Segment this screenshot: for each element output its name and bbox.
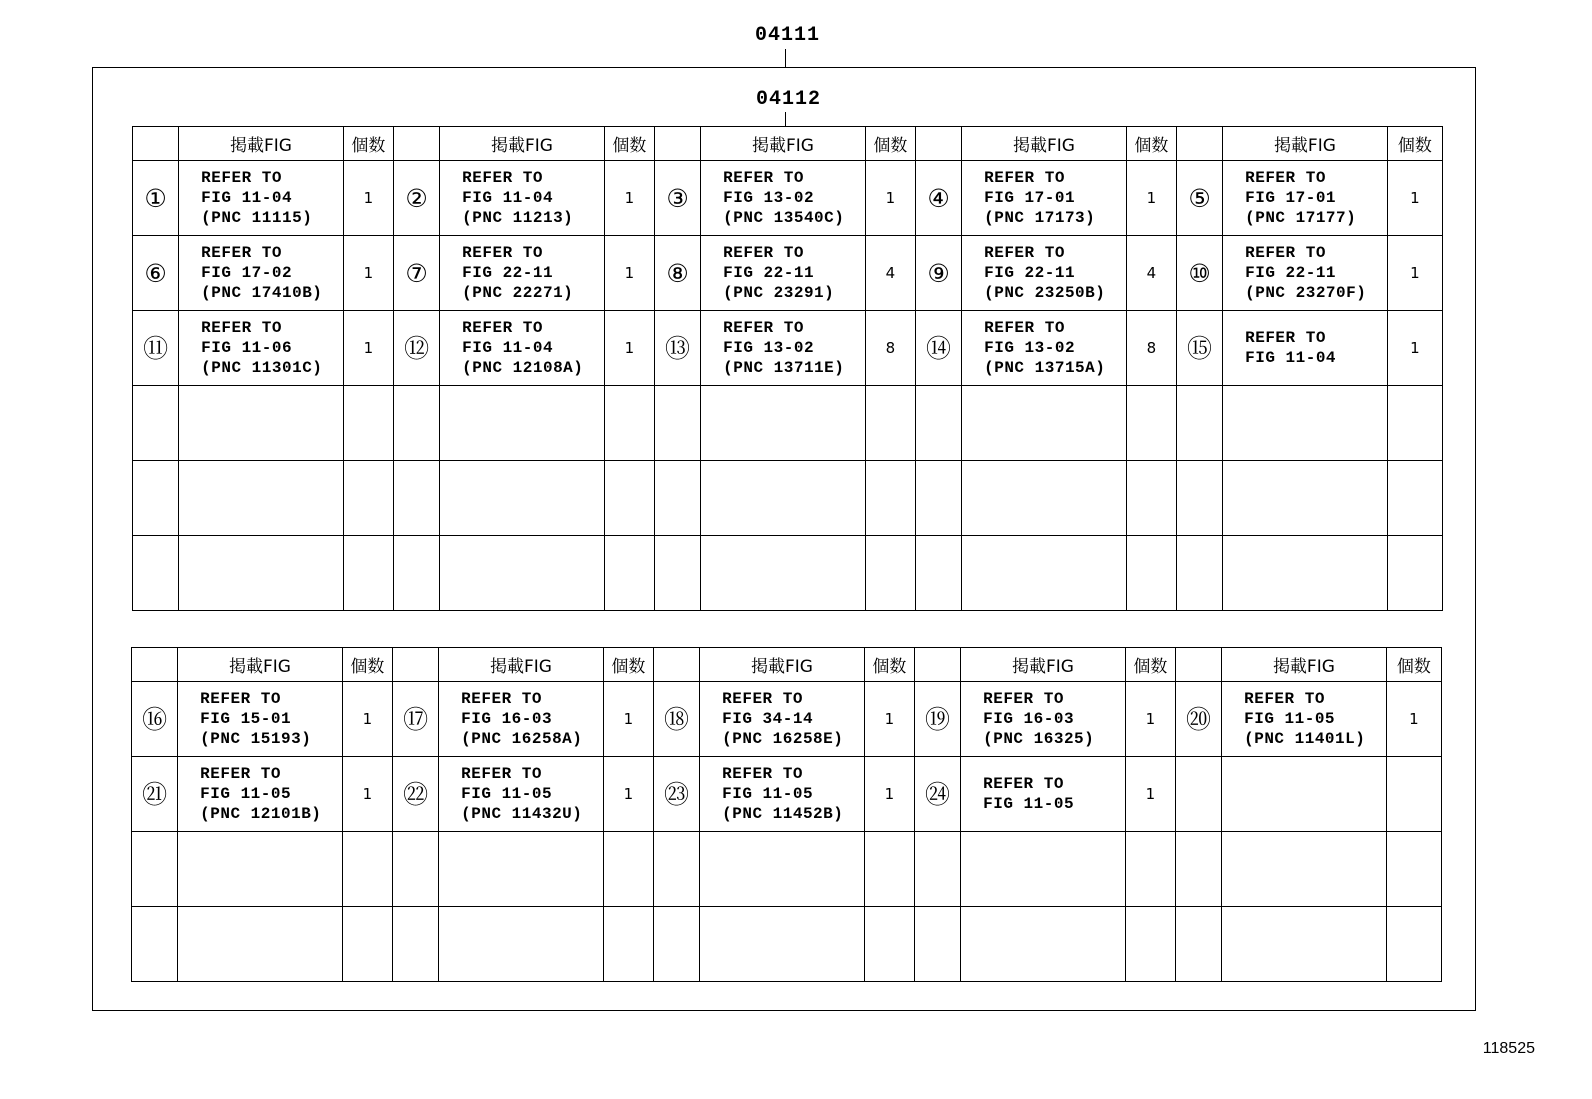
fig-number: FIG 17-02 [201, 264, 293, 282]
quantity-cell: 1 [1386, 682, 1441, 757]
fig-reference-cell [179, 536, 344, 611]
fig-reference-cell [179, 461, 344, 536]
header-fig: 掲載FIG [1222, 648, 1387, 682]
header-qty: 個数 [342, 648, 392, 682]
item-number-badge: ① [144, 183, 167, 213]
item-number-badge: ⑫ [404, 333, 430, 363]
item-number-cell [133, 311, 179, 386]
fig-number: FIG 16-03 [983, 710, 1075, 728]
item-number-cell [392, 757, 438, 832]
fig-number: FIG 16-03 [461, 710, 553, 728]
item-number-cell [1176, 461, 1222, 536]
quantity-cell [1126, 461, 1176, 536]
fig-reference-cell [1223, 461, 1388, 536]
item-number-badge: ㉑ [142, 779, 168, 809]
header-fig: 掲載FIG [440, 127, 605, 161]
fig-number: FIG 11-04 [462, 189, 554, 207]
item-number-cell [1175, 832, 1221, 907]
item-number-cell [654, 236, 700, 311]
quantity-cell: 1 [343, 161, 393, 236]
fig-reference-cell [962, 536, 1127, 611]
quantity-cell [1387, 386, 1442, 461]
item-number-cell [654, 536, 700, 611]
header-qty: 個数 [1125, 648, 1175, 682]
quantity-cell: 8 [865, 311, 915, 386]
fig-number: FIG 22-11 [1245, 264, 1337, 282]
item-number-cell [915, 236, 961, 311]
fig-reference-cell [440, 236, 605, 311]
label-04112: 04112 [756, 88, 822, 111]
fig-reference-cell [179, 161, 344, 236]
fig-reference-cell [178, 907, 343, 982]
fig-reference-cell [962, 236, 1127, 311]
pnc-reference: (PNC 16325) [983, 730, 1095, 748]
fig-number: FIG 11-05 [1244, 710, 1336, 728]
fig-reference-cell [962, 386, 1127, 461]
item-number-cell [133, 386, 179, 461]
refer-to-text: REFER TO [984, 244, 1065, 262]
quantity-cell: 1 [342, 757, 392, 832]
quantity-cell [343, 536, 393, 611]
parts-table-lower [131, 647, 1442, 982]
header-qty: 個数 [864, 648, 914, 682]
quantity-cell [1387, 461, 1442, 536]
refer-to-text: REFER TO [723, 319, 804, 337]
header-num-cell [1175, 648, 1221, 682]
quantity-cell: 1 [1125, 682, 1175, 757]
refer-to-text: REFER TO [722, 690, 803, 708]
fig-reference-cell [178, 682, 343, 757]
item-number-badge: ⑤ [1188, 183, 1211, 213]
pnc-reference: (PNC 13711E) [723, 359, 845, 377]
header-num-cell [392, 648, 438, 682]
quantity-cell: 1 [603, 682, 653, 757]
fig-reference-cell [179, 386, 344, 461]
item-number-cell [654, 386, 700, 461]
quantity-cell: 1 [1125, 757, 1175, 832]
item-number-cell [654, 311, 700, 386]
header-fig: 掲載FIG [1223, 127, 1388, 161]
quantity-cell: 1 [864, 682, 914, 757]
fig-number: FIG 11-05 [461, 785, 553, 803]
item-number-cell [132, 682, 178, 757]
pnc-reference: (PNC 12108A) [462, 359, 584, 377]
refer-to-text: REFER TO [201, 244, 282, 262]
item-number-badge: ⑭ [926, 333, 952, 363]
header-fig: 掲載FIG [178, 648, 343, 682]
item-number-cell [393, 461, 439, 536]
table-row [132, 907, 1442, 982]
fig-reference-cell [440, 536, 605, 611]
fig-number: FIG 22-11 [462, 264, 554, 282]
quantity-cell [604, 386, 654, 461]
quantity-cell: 1 [603, 757, 653, 832]
pnc-reference: (PNC 11115) [201, 209, 313, 227]
fig-reference-cell [961, 907, 1126, 982]
header-fig: 掲載FIG [179, 127, 344, 161]
fig-number: FIG 17-01 [984, 189, 1076, 207]
fig-number: FIG 34-14 [722, 710, 814, 728]
quantity-cell [865, 536, 915, 611]
fig-reference-cell [701, 236, 866, 311]
item-number-badge: ⑮ [1187, 333, 1213, 363]
fig-number: FIG 11-05 [722, 785, 814, 803]
fig-number: FIG 11-05 [200, 785, 292, 803]
quantity-cell [1125, 907, 1175, 982]
fig-reference-cell [701, 161, 866, 236]
fig-reference-cell [700, 757, 865, 832]
fig-number: FIG 17-01 [1245, 189, 1337, 207]
item-number-badge: ⑦ [405, 258, 428, 288]
item-number-cell [132, 757, 178, 832]
table-row [133, 311, 1443, 386]
item-number-badge: ⑳ [1186, 704, 1212, 734]
quantity-cell: 1 [1387, 161, 1442, 236]
fig-reference-cell [1223, 236, 1388, 311]
refer-to-text: REFER TO [461, 765, 542, 783]
fig-reference-cell [962, 461, 1127, 536]
fig-reference-cell [439, 832, 604, 907]
item-number-cell [392, 907, 438, 982]
quantity-cell: 4 [1126, 236, 1176, 311]
leader-line-inner [785, 112, 786, 126]
fig-reference-cell [1222, 907, 1387, 982]
pnc-reference: (PNC 16258E) [722, 730, 844, 748]
table-row [133, 461, 1443, 536]
item-number-cell [915, 536, 961, 611]
fig-reference-cell [178, 832, 343, 907]
item-number-badge: ⑪ [143, 333, 169, 363]
item-number-cell [914, 757, 960, 832]
pnc-reference: (PNC 13715A) [984, 359, 1106, 377]
fig-reference-cell [178, 757, 343, 832]
item-number-cell [654, 161, 700, 236]
refer-to-text: REFER TO [1245, 169, 1326, 187]
pnc-reference: (PNC 15193) [200, 730, 312, 748]
fig-number: FIG 15-01 [200, 710, 292, 728]
item-number-cell [915, 311, 961, 386]
fig-reference-cell [440, 161, 605, 236]
pnc-reference: (PNC 16258A) [461, 730, 583, 748]
quantity-cell [864, 907, 914, 982]
refer-to-text: REFER TO [462, 319, 543, 337]
refer-to-text: REFER TO [201, 169, 282, 187]
fig-reference-cell [961, 757, 1126, 832]
quantity-cell [603, 832, 653, 907]
quantity-cell [603, 907, 653, 982]
pnc-reference: (PNC 12101B) [200, 805, 322, 823]
quantity-cell: 1 [1126, 161, 1176, 236]
header-num-cell [654, 127, 700, 161]
refer-to-text: REFER TO [1245, 244, 1326, 262]
item-number-cell [393, 236, 439, 311]
refer-to-text: REFER TO [722, 765, 803, 783]
item-number-cell [654, 461, 700, 536]
item-number-cell [133, 236, 179, 311]
header-qty: 個数 [1126, 127, 1176, 161]
item-number-cell [915, 161, 961, 236]
fig-reference-cell [700, 832, 865, 907]
pnc-reference: (PNC 23291) [723, 284, 835, 302]
pnc-reference: (PNC 17410B) [201, 284, 323, 302]
fig-reference-cell [1222, 757, 1387, 832]
quantity-cell [604, 536, 654, 611]
item-number-cell [1176, 236, 1222, 311]
quantity-cell [1386, 907, 1441, 982]
refer-to-text: REFER TO [201, 319, 282, 337]
table-row [132, 757, 1442, 832]
item-number-cell [915, 386, 961, 461]
fig-reference-cell [701, 311, 866, 386]
quantity-cell: 1 [604, 236, 654, 311]
item-number-badge: ⑬ [665, 333, 691, 363]
fig-number: FIG 11-05 [983, 795, 1075, 813]
fig-number: FIG 11-04 [201, 189, 293, 207]
pnc-reference: (PNC 17177) [1245, 209, 1357, 227]
pnc-reference: (PNC 11213) [462, 209, 574, 227]
header-num-cell [915, 127, 961, 161]
quantity-cell: 1 [342, 682, 392, 757]
refer-to-text: REFER TO [200, 765, 281, 783]
table-row [132, 832, 1442, 907]
refer-to-text: REFER TO [984, 319, 1065, 337]
quantity-cell [342, 832, 392, 907]
fig-reference-cell [1222, 682, 1387, 757]
fig-reference-cell [439, 757, 604, 832]
quantity-cell: 1 [604, 161, 654, 236]
item-number-cell [653, 682, 699, 757]
fig-reference-cell [962, 311, 1127, 386]
item-number-cell [1176, 386, 1222, 461]
item-number-cell [392, 832, 438, 907]
item-number-badge: ⑥ [144, 258, 167, 288]
fig-number: FIG 13-02 [723, 189, 815, 207]
quantity-cell [864, 832, 914, 907]
header-qty: 個数 [865, 127, 915, 161]
item-number-cell [1175, 682, 1221, 757]
quantity-cell: 1 [1387, 311, 1442, 386]
quantity-cell: 1 [865, 161, 915, 236]
item-number-cell [133, 536, 179, 611]
header-fig: 掲載FIG [439, 648, 604, 682]
header-qty: 個数 [1386, 648, 1441, 682]
refer-to-text: REFER TO [461, 690, 542, 708]
quantity-cell [1126, 386, 1176, 461]
refer-to-text: REFER TO [200, 690, 281, 708]
quantity-cell: 4 [865, 236, 915, 311]
item-number-badge: ㉓ [664, 779, 690, 809]
item-number-cell [914, 832, 960, 907]
header-num-cell [914, 648, 960, 682]
refer-to-text: REFER TO [462, 169, 543, 187]
fig-reference-cell [961, 682, 1126, 757]
fig-reference-cell [439, 682, 604, 757]
refer-to-text: REFER TO [984, 169, 1065, 187]
item-number-badge: ㉔ [925, 779, 951, 809]
item-number-cell [1175, 757, 1221, 832]
fig-number: FIG 22-11 [723, 264, 815, 282]
fig-reference-cell [1223, 161, 1388, 236]
item-number-badge: ⑨ [927, 258, 950, 288]
item-number-cell [1176, 161, 1222, 236]
header-qty: 個数 [604, 127, 654, 161]
quantity-cell [604, 461, 654, 536]
pnc-reference: (PNC 13540C) [723, 209, 845, 227]
quantity-cell [1125, 832, 1175, 907]
label-04111: 04111 [755, 24, 821, 47]
table-row [133, 536, 1443, 611]
item-number-cell [132, 907, 178, 982]
item-number-badge: ⑩ [1188, 258, 1211, 288]
refer-to-text: REFER TO [983, 775, 1064, 793]
item-number-badge: ⑲ [925, 704, 951, 734]
fig-reference-cell [701, 386, 866, 461]
fig-number: FIG 13-02 [984, 339, 1076, 357]
item-number-badge: ③ [666, 183, 689, 213]
quantity-cell [343, 386, 393, 461]
fig-reference-cell [701, 536, 866, 611]
header-fig: 掲載FIG [701, 127, 866, 161]
header-num-cell [133, 127, 179, 161]
pnc-reference: (PNC 11301C) [201, 359, 323, 377]
header-qty: 個数 [1387, 127, 1442, 161]
item-number-cell [393, 536, 439, 611]
item-number-cell [914, 907, 960, 982]
fig-number: FIG 11-06 [201, 339, 293, 357]
quantity-cell [342, 907, 392, 982]
item-number-cell [1176, 311, 1222, 386]
fig-reference-cell [440, 386, 605, 461]
fig-reference-cell [440, 311, 605, 386]
fig-reference-cell [700, 907, 865, 982]
fig-reference-cell [439, 907, 604, 982]
item-number-badge: ④ [927, 183, 950, 213]
table-row [133, 161, 1443, 236]
pnc-reference: (PNC 23270F) [1245, 284, 1367, 302]
refer-to-text: REFER TO [1245, 329, 1326, 347]
figure-id: 118525 [1482, 1040, 1535, 1057]
refer-to-text: REFER TO [723, 169, 804, 187]
fig-reference-cell [962, 161, 1127, 236]
pnc-reference: (PNC 11432U) [461, 805, 583, 823]
fig-number: FIG 11-04 [1245, 349, 1337, 367]
pnc-reference: (PNC 11452B) [722, 805, 844, 823]
parts-table-upper [132, 126, 1443, 611]
item-number-badge: ⑱ [664, 704, 690, 734]
pnc-reference: (PNC 11401L) [1244, 730, 1366, 748]
item-number-cell [915, 461, 961, 536]
fig-reference-cell [1223, 536, 1388, 611]
header-num-cell [132, 648, 178, 682]
quantity-cell [1386, 832, 1441, 907]
refer-to-text: REFER TO [462, 244, 543, 262]
header-fig: 掲載FIG [961, 648, 1126, 682]
fig-number: FIG 11-04 [462, 339, 554, 357]
quantity-cell [1387, 536, 1442, 611]
quantity-cell [865, 386, 915, 461]
leader-line-outer [785, 49, 786, 67]
item-number-cell [653, 757, 699, 832]
quantity-cell [1386, 757, 1441, 832]
table-row [133, 236, 1443, 311]
fig-number: FIG 13-02 [723, 339, 815, 357]
fig-reference-cell [440, 461, 605, 536]
item-number-cell [393, 386, 439, 461]
quantity-cell [343, 461, 393, 536]
quantity-cell [865, 461, 915, 536]
quantity-cell: 1 [343, 236, 393, 311]
fig-reference-cell [701, 461, 866, 536]
item-number-cell [133, 461, 179, 536]
item-number-cell [392, 682, 438, 757]
item-number-cell [1176, 536, 1222, 611]
refer-to-text: REFER TO [1244, 690, 1325, 708]
refer-to-text: REFER TO [983, 690, 1064, 708]
fig-reference-cell [961, 832, 1126, 907]
fig-reference-cell [1223, 311, 1388, 386]
item-number-badge: ⑰ [403, 704, 429, 734]
item-number-cell [133, 161, 179, 236]
pnc-reference: (PNC 22271) [462, 284, 574, 302]
item-number-badge: ㉒ [403, 779, 429, 809]
table-row [133, 386, 1443, 461]
item-number-cell [914, 682, 960, 757]
header-qty: 個数 [343, 127, 393, 161]
item-number-badge: ⑧ [666, 258, 689, 288]
quantity-cell [1126, 536, 1176, 611]
fig-number: FIG 22-11 [984, 264, 1076, 282]
table-row [132, 682, 1442, 757]
fig-reference-cell [179, 236, 344, 311]
fig-reference-cell [1223, 386, 1388, 461]
item-number-badge: ② [405, 183, 428, 213]
pnc-reference: (PNC 17173) [984, 209, 1096, 227]
header-num-cell [393, 127, 439, 161]
fig-reference-cell [179, 311, 344, 386]
quantity-cell: 1 [604, 311, 654, 386]
quantity-cell: 1 [1387, 236, 1442, 311]
item-number-cell [393, 311, 439, 386]
item-number-cell [132, 832, 178, 907]
refer-to-text: REFER TO [723, 244, 804, 262]
quantity-cell: 1 [864, 757, 914, 832]
header-num-cell [1176, 127, 1222, 161]
header-qty: 個数 [603, 648, 653, 682]
fig-reference-cell [700, 682, 865, 757]
pnc-reference: (PNC 23250B) [984, 284, 1106, 302]
quantity-cell: 1 [343, 311, 393, 386]
item-number-cell [653, 907, 699, 982]
item-number-cell [653, 832, 699, 907]
quantity-cell: 8 [1126, 311, 1176, 386]
header-num-cell [653, 648, 699, 682]
item-number-cell [1175, 907, 1221, 982]
fig-reference-cell [1222, 832, 1387, 907]
header-fig: 掲載FIG [962, 127, 1127, 161]
header-fig: 掲載FIG [700, 648, 865, 682]
item-number-badge: ⑯ [142, 704, 168, 734]
item-number-cell [393, 161, 439, 236]
